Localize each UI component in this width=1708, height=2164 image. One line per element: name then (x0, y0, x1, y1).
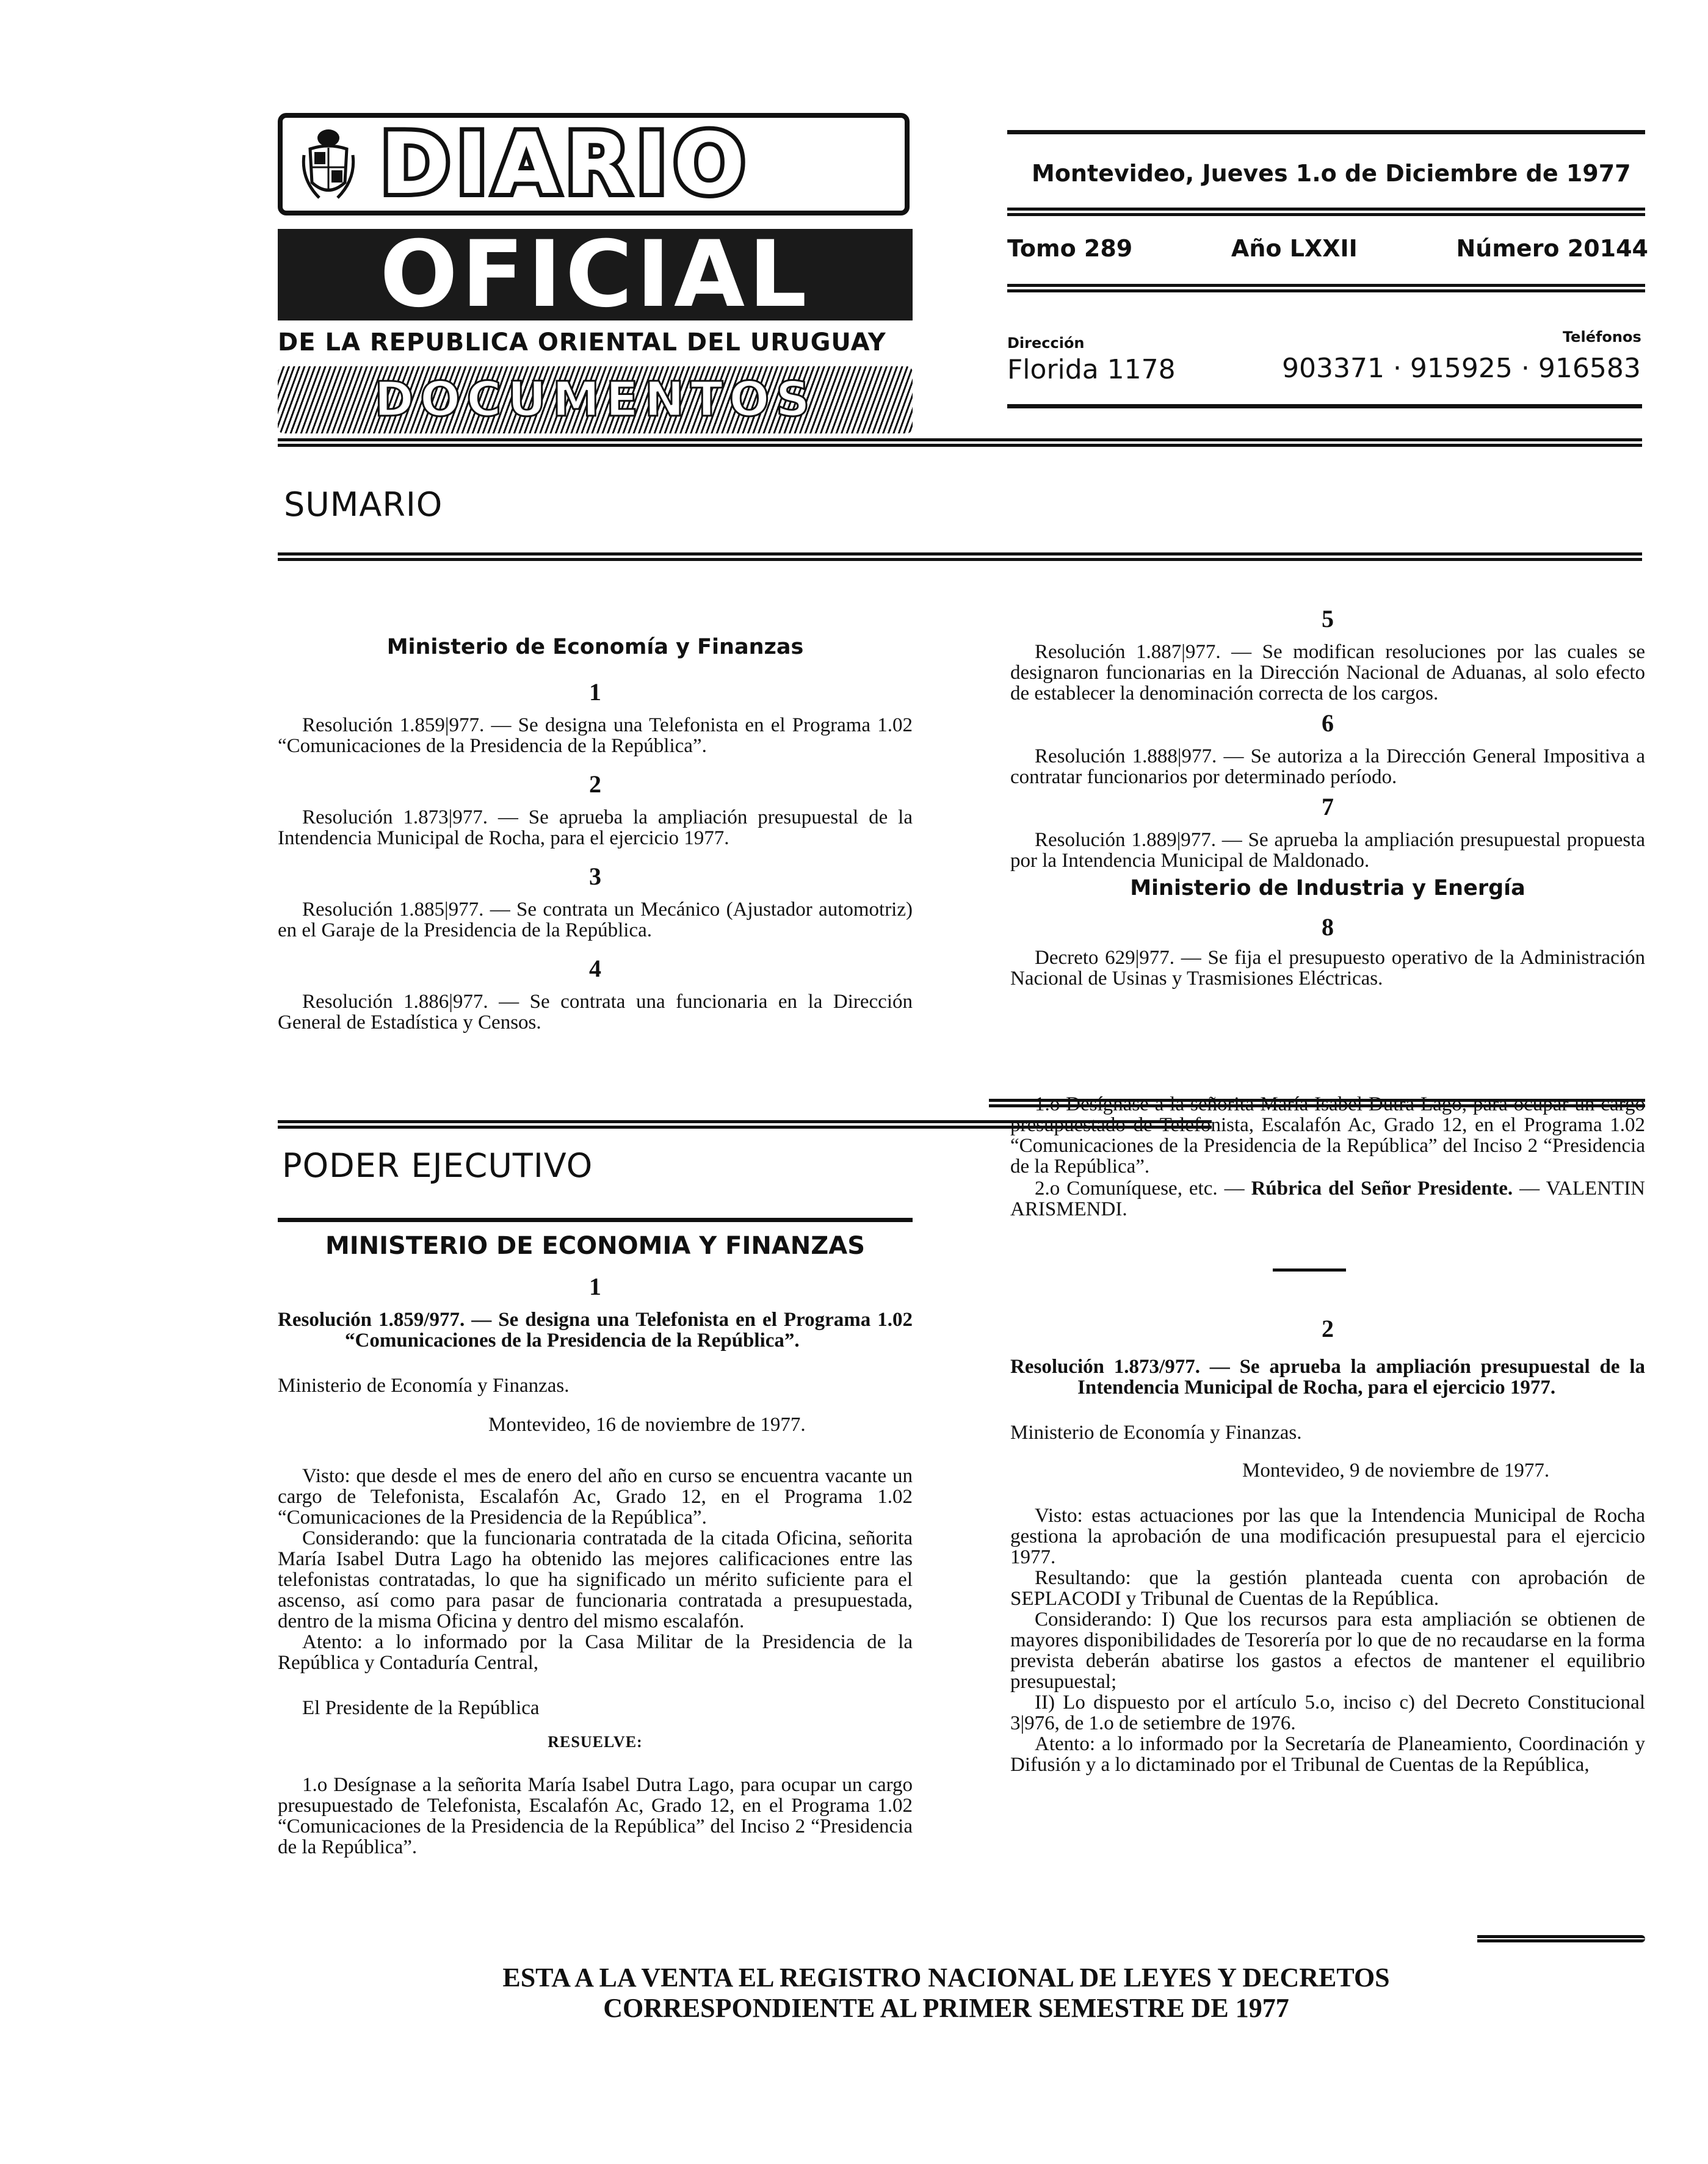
document-article-1-continued (1010, 1093, 1645, 1178)
edition-label: DOCUMENTOS (374, 372, 816, 427)
document-title: Resolución 1.859/977. — Se designa una Telefonista en el Programa 1.02 “Comunicaciones de la Presidencia de la República”. (278, 1309, 913, 1352)
sumario-item: Resolución 1.859|977. — Se designa una Telefonista en el Programa 1.02 “Comunicaciones de la Presidencia de la República”. (278, 714, 913, 757)
uruguay-coat-of-arms-icon (301, 125, 356, 204)
sumario-item-number: 5 (1322, 605, 1334, 632)
document-visto: Visto: estas actuaciones por las que la Intendencia Municipal de Rocha gestiona la aprobación de una modificación presupuestal para el ejercicio 1977. (1010, 1505, 1645, 1568)
document-resuelve: RESUELVE: (548, 1733, 643, 1751)
document-considerando: Considerando: que la funcionaria contratada de la citada Oficina, señorita María Isabel Dutra Lago ha obtenido las mejores calificaciones entre las telefonistas contratadas, lo que ha significado un mérito suficiente para el ascenso, así como para pasar de funcionaria contratada a presupuestada, dentro de la misma Oficina y dentro del mismo escalafón. (278, 1527, 913, 1632)
masthead-title-oficial: OFICIAL (380, 222, 811, 328)
document-article-1: 1.o Desígnase a la señorita María Isabel Dutra Lago, para ocupar un cargo presupuestado de Telefonista, Escalafón Ac, Grado 12, en el Programa 1.02 “Comunicaciones de la Presidencia de la República” del Inciso 2 “Presidencia de la República”. (278, 1774, 913, 1858)
sumario-rule-bottom (278, 552, 1642, 561)
continuation-rule (1477, 1935, 1645, 1942)
footer-notice (427, 1963, 1465, 2024)
issue-info-row (1007, 235, 1648, 262)
article-1-text: 1.o Desígnase a la señorita María Isabel Dutra Lago, para ocupar un cargo presupuestado de Telefonista, Escalafón Ac, Grado 12, en el Programa 1.02 “Comunicaciones de la Presidencia de la República” del Inciso 2 “Presidencia de la República”. (1010, 1093, 1645, 1178)
document-issuer: Ministerio de Economía y Finanzas. (278, 1375, 570, 1397)
sumario-item: Decreto 629|977. — Se fija el presupuesto operativo de la Administración Nacional de Usinas y Trasmisiones Eléctricas. (1010, 947, 1645, 990)
document-visto: Visto: que desde el mes de enero del año en curso se encuentra vacante un cargo de Telefonista, Escalafón Ac, Grado 12, en el Programa 1.02 “Comunicaciones de la Presidencia de la República”. (278, 1465, 913, 1529)
masthead-title-diario (380, 115, 751, 213)
sumario-left-column (278, 635, 913, 1033)
diario-text: DIARIO (380, 115, 751, 213)
header-rule-double-2 (1007, 284, 1645, 292)
address-label: Dirección (1007, 335, 1085, 352)
sumario-right-column (1010, 604, 1645, 989)
document-issuer: Ministerio de Economía y Finanzas. (1010, 1422, 1302, 1444)
document-atento: Atento: a lo informado por la Casa Militar de la Presidencia de la República y Contaduría Central, (278, 1631, 913, 1674)
ministry-heading: MINISTERIO DE ECONOMIA Y FINANZAS (325, 1232, 866, 1260)
sumario-item: Resolución 1.873|977. — Se aprueba la ampliación presupuestal de la Intendencia Municipal de Rocha, para el ejercicio 1977. (278, 806, 913, 849)
sumario-item-number: 2 (589, 770, 601, 798)
document-article-2 (1010, 1178, 1645, 1220)
document-atento: Atento: a lo informado por la Secretaría de Planeamiento, Coordinación y Difusión y a lo dictaminado por el Tribunal de Cuentas de la República, (1010, 1733, 1645, 1776)
article-2-text: 2.o Comuníquese, etc. — (1035, 1178, 1245, 1200)
signature: — VALENTIN ARISMENDI. (1010, 1178, 1646, 1220)
document-number: 1 (589, 1273, 601, 1300)
sumario-item: Resolución 1.886|977. — Se contrata una funcionaria en la Dirección General de Estadística y Censos. (278, 991, 913, 1033)
phones-label: Teléfonos (1563, 328, 1641, 346)
sumario-heading: SUMARIO (284, 485, 443, 524)
left-body-column (278, 1232, 913, 1858)
sumario-item: Resolución 1.888|977. — Se autoriza a la Dirección General Impositiva a contratar funcionarios por determinado período. (1010, 745, 1645, 788)
sumario-ministry-heading: Ministerio de Economía y Finanzas (386, 635, 804, 659)
rubrica-text: Rúbrica del Señor Presidente. (1251, 1178, 1513, 1200)
sumario-rule-top (278, 438, 1642, 447)
masthead-diario-box (278, 113, 910, 215)
document-date: Montevideo, 16 de noviembre de 1977. (488, 1414, 806, 1436)
sumario-item-number: 6 (1322, 709, 1334, 737)
sumario-item-number: 1 (589, 678, 601, 706)
document-resultando: Resultando: que la gestión planteada cuenta con aprobación de SEPLACODI y Tribunal de Cuentas de la República. (1010, 1567, 1645, 1610)
sumario-item-number: 7 (1322, 793, 1334, 820)
header-rule-top (1007, 130, 1645, 134)
footer-line-1: ESTA A LA VENTA EL REGISTRO NACIONAL DE LEYES Y DECRETOS (502, 1963, 1390, 1992)
sumario-item: Resolución 1.889|977. — Se aprueba la ampliación presupuestal propuesta por la Intendencia Municipal de Maldonado. (1010, 829, 1645, 872)
header-rule-bottom (1007, 404, 1642, 408)
sumario-ministry-heading: Ministerio de Industria y Energía (1130, 876, 1525, 900)
masthead-edition-banner (278, 366, 913, 433)
tomo: Tomo 289 (1007, 235, 1133, 262)
footer-line-2: CORRESPONDIENTE AL PRIMER SEMESTRE DE 1977 (603, 1993, 1289, 2023)
poder-ejecutivo-rule (278, 1218, 913, 1222)
document-considerando-1: Considerando: I) Que los recursos para esta ampliación se obtienen de mayores disponibilidades de Tesorería por lo que de no recaudarse en la forma prevista deberán abatirse los gastos a efectos de mantener el equilibrio presupuestal; (1010, 1609, 1645, 1693)
header-rule-double-1 (1007, 208, 1645, 216)
sumario-item-number: 4 (589, 955, 601, 982)
document-date: Montevideo, 9 de noviembre de 1977. (1242, 1460, 1550, 1482)
document-number: 2 (1322, 1315, 1334, 1342)
address-value: Florida 1178 (1007, 354, 1176, 385)
document-title: Resolución 1.873/977. — Se aprueba la ampliación presupuestal de la Intendencia Municipal de Rocha, para el ejercicio 1977. (1010, 1356, 1645, 1399)
sumario-item: Resolución 1.885|977. — Se contrata un Mecánico (Ajustador automotriz) en el Garaje de la Presidencia de la República. (278, 899, 913, 941)
numero: Número 20144 (1456, 235, 1648, 262)
document-considerando-2: II) Lo dispuesto por el artículo 5.o, inciso c) del Decreto Constitucional 3|976, de 1.o de setiembre de 1976. (1010, 1692, 1645, 1734)
issue-date: Montevideo, Jueves 1.o de Diciembre de 1977 (1032, 160, 1631, 187)
anio: Año LXXII (1231, 235, 1358, 262)
document-presidente: El Presidente de la República (302, 1697, 540, 1719)
poder-ejecutivo-heading: PODER EJECUTIVO (282, 1146, 593, 1185)
document-separator (1273, 1268, 1346, 1272)
sumario-item-number: 8 (1322, 913, 1334, 941)
sumario-item: Resolución 1.887|977. — Se modifican resoluciones por las cuales se designaron funcionarias en la Dirección Nacional de Aduanas, al solo efecto de establecer la denominación correcta de los cargos. (1010, 641, 1645, 704)
sumario-item-number: 3 (589, 863, 601, 890)
masthead-subtitle: DE LA REPUBLICA ORIENTAL DEL URUGUAY (278, 328, 886, 356)
phones-value: 903371 · 915925 · 916583 (1282, 353, 1641, 384)
right-body-column (1010, 1093, 1646, 1776)
masthead-oficial-box (278, 222, 913, 328)
